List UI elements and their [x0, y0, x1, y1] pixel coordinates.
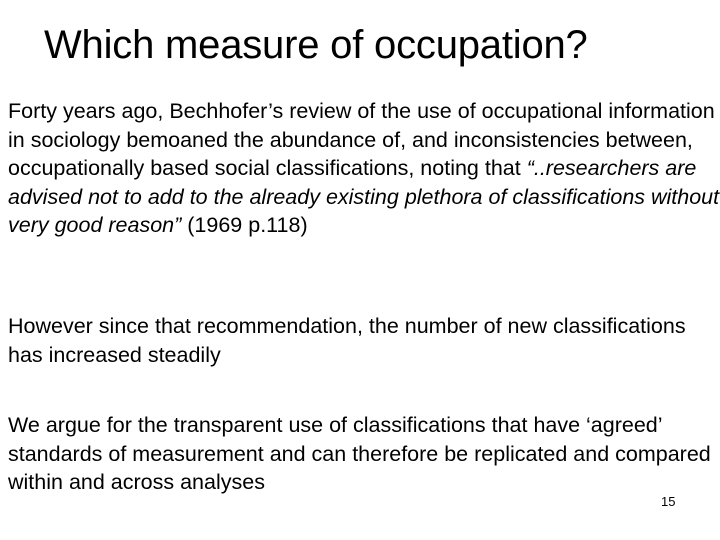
- paragraph-bechhofer-review: [8, 97, 720, 240]
- page-number: 15: [661, 494, 676, 509]
- citation-text: (1969 p.118): [181, 213, 308, 238]
- paragraph-argument: We argue for the transparent use of classifications that have ‘agreed’ standards of measurement and can therefore be replicated and compared within and across analyses: [8, 413, 711, 495]
- slide-title: Which measure of occupation?: [44, 23, 588, 67]
- paragraph-classifications-increase: However since that recommendation, the number of new classifications has increased steadily: [8, 314, 686, 367]
- quoted-text: “..researchers are advised not to add to the already existing plethora of classifications without very good reason”: [8, 156, 720, 238]
- paragraph-lead-text: Forty years ago, Bechhofer’s review of the use of occupational information in sociology bemoaned the abundance of, and inconsistencies between, occupationally based social classifications, noting that: [8, 99, 715, 181]
